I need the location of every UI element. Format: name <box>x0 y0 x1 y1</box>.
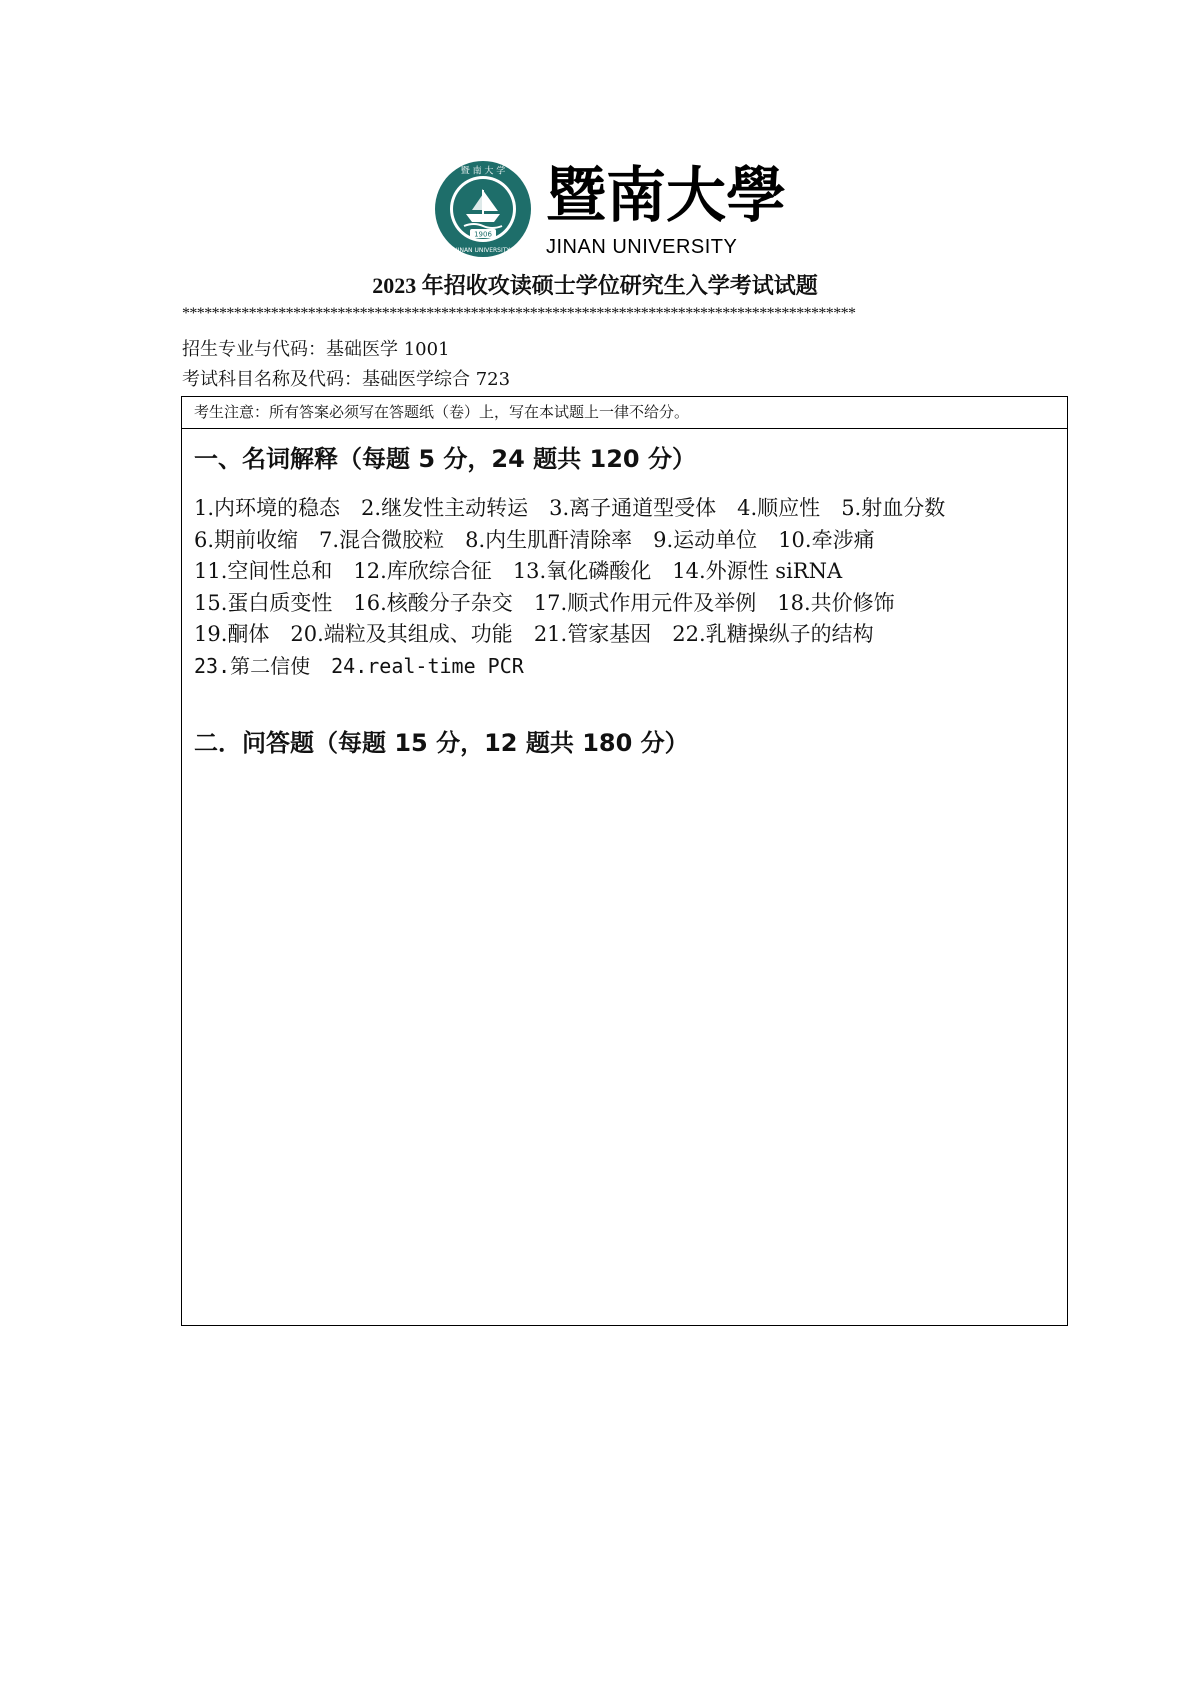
term-item: 18.共价修饰 <box>777 590 895 615</box>
university-name-cn: 暨南大學 <box>546 161 786 231</box>
exam-question-box <box>181 396 1068 1326</box>
term-item: 9.运动单位 <box>653 527 758 552</box>
term-line <box>194 556 1054 588</box>
university-seal-icon <box>434 160 532 258</box>
term-item: 20.端粒及其组成、功能 <box>290 622 513 646</box>
term-item: 14.外源性 siRNA <box>672 559 843 583</box>
term-item: 3.离子通道型受体 <box>549 496 717 520</box>
subject-code-line: 考试科目名称及代码：基础医学综合 723 <box>182 369 511 390</box>
term-item: 10.牵涉痛 <box>778 527 875 552</box>
term-line <box>194 651 1054 683</box>
term-item: 15.蛋白质变性 <box>194 590 333 615</box>
term-item: 5.射血分数 <box>841 496 946 520</box>
svg-text:暨 南 大 学: 暨 南 大 学 <box>460 166 506 177</box>
term-item: 24.real-time PCR <box>331 653 524 678</box>
term-item: 12.库欣综合征 <box>353 559 492 583</box>
term-item: 11.空间性总和 <box>194 559 333 583</box>
term-item: 21.管家基因 <box>533 622 652 646</box>
separator-line: ******************************************************************************************* <box>182 306 856 322</box>
term-item: 17.顺式作用元件及举例 <box>533 590 757 615</box>
term-item: 16.核酸分子杂交 <box>353 590 513 615</box>
term-item: 8.内生肌酐清除率 <box>465 527 633 552</box>
term-line <box>194 588 1054 620</box>
term-item: 23.第二信使 <box>194 653 311 678</box>
section2-heading: 二．问答题（每题 15 分，12 题共 180 分） <box>194 729 689 757</box>
term-item: 6.期前收缩 <box>194 527 299 552</box>
term-item: 4.顺应性 <box>737 496 821 520</box>
term-item: 13.氧化磷酸化 <box>512 559 652 583</box>
term-item: 1.内环境的稳态 <box>194 496 341 520</box>
exam-title: 2023 年招收攻读硕士学位研究生入学考试试题 <box>372 273 818 298</box>
svg-text:1906: 1906 <box>474 230 492 239</box>
term-item: 22.乳糖操纵子的结构 <box>672 622 874 646</box>
university-name-en: JINAN UNIVERSITY <box>546 236 738 258</box>
university-wordmark <box>546 160 786 260</box>
term-line <box>194 493 1054 525</box>
term-line <box>194 525 1054 557</box>
term-item: 2.继发性主动转运 <box>361 496 529 520</box>
svg-text:JINAN UNIVERSITY: JINAN UNIVERSITY <box>455 247 511 254</box>
term-line <box>194 619 1054 651</box>
major-code-line: 招生专业与代码：基础医学 1001 <box>182 339 450 360</box>
section1-heading: 一、名词解释（每题 5 分，24 题共 120 分） <box>194 445 696 473</box>
term-item: 7.混合微胶粒 <box>319 527 445 552</box>
notice-row <box>182 397 1067 429</box>
term-item: 19.酮体 <box>194 622 270 646</box>
term-list <box>194 493 1054 682</box>
university-logo <box>434 160 786 260</box>
candidate-notice: 考生注意：所有答案必须写在答题纸（卷）上，写在本试题上一律不给分。 <box>194 403 690 421</box>
